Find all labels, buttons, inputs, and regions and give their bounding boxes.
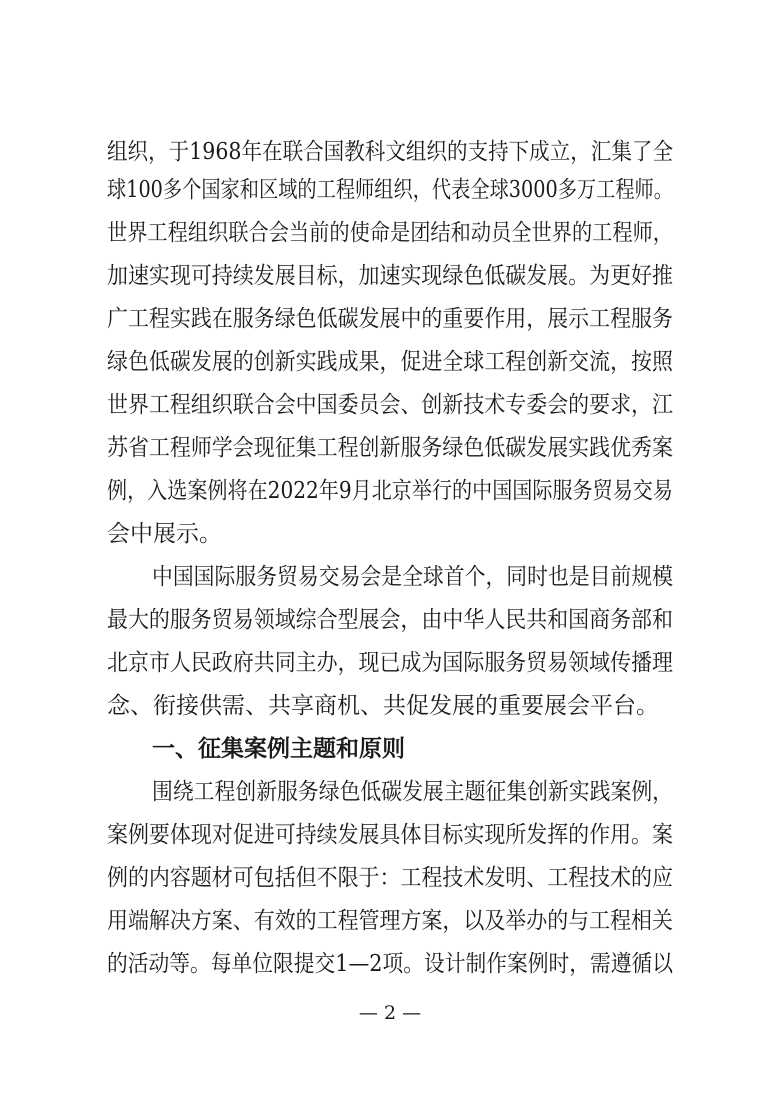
page-number: — 2 — bbox=[358, 1002, 422, 1024]
text-line: 例的内容题材可包括但不限于：工程技术发明、工程技术的应 bbox=[107, 865, 673, 891]
text-line: 用端解决方案、有效的工程管理方案，以及举办的与工程相关 bbox=[107, 908, 673, 934]
text-line: 加速实现可持续发展目标，加速实现绿色低碳发展。为更好推 bbox=[107, 263, 673, 289]
text-line: 广工程实践在服务绿色低碳发展中的重要作用，展示工程服务 bbox=[107, 306, 673, 332]
text-line: 案例要体现对促进可持续发展具体目标实现所发挥的作用。案 bbox=[107, 822, 673, 848]
text-line: 念、衔接供需、共享商机、共促发展的重要展会平台。 bbox=[107, 693, 659, 719]
section-heading: 一、征集案例主题和原则 bbox=[152, 736, 405, 762]
text-line: 世界工程组织联合会中国委员会、创新技术专委会的要求，江 bbox=[107, 392, 673, 418]
text-line: 围绕工程创新服务绿色低碳发展主题征集创新实践案例， bbox=[152, 779, 674, 805]
text-line: 组织，于1968年在联合国教科文组织的支持下成立，汇集了全 bbox=[107, 139, 674, 165]
text-line: 北京市人民政府共同主办，现已成为国际服务贸易领域传播理 bbox=[107, 650, 673, 676]
text-line: 的活动等。每单位限提交1—2项。设计制作案例时，需遵循以 bbox=[107, 951, 673, 977]
text-line: 球100多个国家和区域的工程师组织，代表全球3000多万工程师。 bbox=[107, 177, 673, 203]
text-line: 最大的服务贸易领域综合型展会，由中华人民共和国商务部和 bbox=[107, 607, 673, 633]
text-line: 绿色低碳发展的创新实践成果，促进全球工程创新交流，按照 bbox=[107, 349, 673, 375]
text-line: 例，入选案例将在2022年9月北京举行的中国国际服务贸易交易 bbox=[107, 478, 673, 504]
text-line: 中国国际服务贸易交易会是全球首个，同时也是目前规模 bbox=[152, 564, 674, 590]
text-line: 会中展示。 bbox=[107, 521, 222, 547]
text-line: 世界工程组织联合会当前的使命是团结和动员全世界的工程师， bbox=[107, 220, 674, 246]
text-line: 苏省工程师学会现征集工程创新服务绿色低碳发展实践优秀案 bbox=[107, 435, 673, 461]
